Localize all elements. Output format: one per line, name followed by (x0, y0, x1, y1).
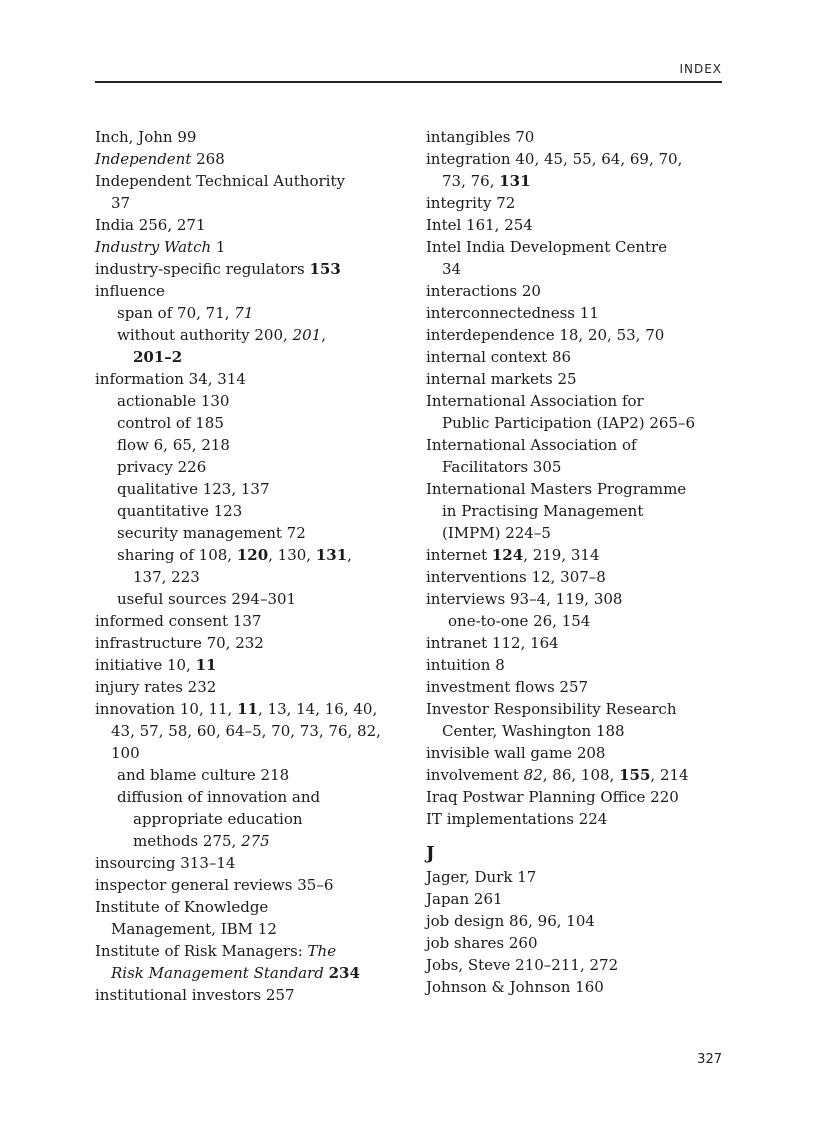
index-text: integrity 72 (426, 194, 516, 212)
index-text: Facilitators 305 (442, 458, 562, 476)
index-text: Investor Responsibility Research (426, 700, 677, 718)
index-text: invisible wall game 208 (426, 744, 606, 762)
index-text: Management, IBM 12 (111, 920, 277, 938)
index-text: useful sources 294–301 (117, 590, 297, 608)
index-text: flow 6, 65, 218 (117, 436, 230, 454)
index-column-right (426, 126, 726, 998)
index-text: 43, 57, 58, 60, 64–5, 70, 73, 76, 82, (111, 722, 381, 740)
index-text: intangibles 70 (426, 128, 535, 146)
index-entry (95, 610, 395, 632)
index-locator-bold: 201–2 (133, 348, 183, 366)
index-entry (426, 236, 726, 258)
index-entry (426, 346, 726, 368)
index-text: sharing of 108, (117, 546, 237, 564)
index-text: methods 275, (133, 832, 242, 850)
index-text: Intel India Development Centre (426, 238, 668, 256)
index-text: infrastructure 70, 232 (95, 634, 264, 652)
index-entry (95, 280, 395, 302)
index-text: institutional investors 257 (95, 986, 295, 1004)
index-entry (426, 324, 726, 346)
index-text: industry-specific regulators (95, 260, 310, 278)
index-text-italic: Industry Watch (95, 238, 212, 256)
index-subentry (95, 192, 395, 214)
index-text: International Association of (426, 436, 637, 454)
index-subentry (95, 346, 395, 368)
page-number: 327 (697, 1052, 722, 1067)
index-text: , 219, 314 (523, 546, 600, 564)
index-text: 73, 76, (442, 172, 500, 190)
index-text-italic: 201 (292, 326, 322, 344)
index-text: , 86, 108, (542, 766, 620, 784)
index-subentry (95, 720, 395, 742)
index-text: internet (426, 546, 492, 564)
index-entry (426, 888, 726, 910)
running-header: INDEX (679, 62, 722, 76)
index-text: intuition 8 (426, 656, 505, 674)
index-entry (426, 280, 726, 302)
index-entry (426, 566, 726, 588)
index-entry (426, 390, 726, 412)
index-entry (426, 764, 726, 786)
index-subentry (95, 324, 395, 346)
index-subentry (95, 522, 395, 544)
index-entry (426, 742, 726, 764)
index-entry (95, 258, 395, 280)
index-text: Center, Washington 188 (442, 722, 625, 740)
index-text: (IMPM) 224–5 (442, 524, 551, 542)
index-subentry (95, 962, 395, 984)
index-text: qualitative 123, 137 (117, 480, 270, 498)
index-text: IT implementations 224 (426, 810, 608, 828)
index-text: Iraq Postwar Planning Office 220 (426, 788, 679, 806)
index-text: 268 (191, 150, 225, 168)
index-text: 37 (111, 194, 131, 212)
index-text: informed consent 137 (95, 612, 262, 630)
index-entry (95, 170, 395, 192)
index-text: Jager, Durk 17 (426, 868, 537, 886)
index-entry (426, 126, 726, 148)
index-text-italic: 82 (523, 766, 543, 784)
index-entry (426, 786, 726, 808)
index-subentry (95, 830, 395, 852)
index-text: diffusion of innovation and (117, 788, 321, 806)
index-locator-bold: 153 (309, 260, 341, 278)
index-text: quantitative 123 (117, 502, 243, 520)
index-text: integration 40, 45, 55, 64, 69, 70, (426, 150, 683, 168)
index-entry (426, 588, 726, 610)
index-text: 34 (442, 260, 462, 278)
index-text: India 256, 271 (95, 216, 206, 234)
index-text: inspector general reviews 35–6 (95, 876, 334, 894)
index-entry (426, 808, 726, 830)
index-entry (426, 866, 726, 888)
index-entry (95, 632, 395, 654)
index-text: investment flows 257 (426, 678, 589, 696)
index-entry (426, 976, 726, 998)
index-entry (426, 368, 726, 390)
index-text: Public Participation (IAP2) 265–6 (442, 414, 696, 432)
index-subentry (95, 456, 395, 478)
index-text: initiative 10, (95, 656, 196, 674)
index-text: insourcing 313–14 (95, 854, 236, 872)
index-column-left (95, 126, 395, 1006)
index-text: , 13, 14, 16, 40, (257, 700, 378, 718)
index-text: , (347, 546, 352, 564)
index-entry (426, 910, 726, 932)
index-entry (95, 874, 395, 896)
index-entry (426, 478, 726, 500)
index-text: security management 72 (117, 524, 306, 542)
index-text: actionable 130 (117, 392, 230, 410)
index-subentry (95, 808, 395, 830)
index-locator-bold: 234 (328, 964, 360, 982)
index-text: Independent Technical Authority (95, 172, 345, 190)
index-entry (95, 654, 395, 676)
index-text: span of 70, 71, (117, 304, 235, 322)
index-subentry (426, 412, 726, 434)
index-text-italic: 71 (234, 304, 254, 322)
index-text-italic: 275 (241, 832, 270, 850)
index-entry (426, 632, 726, 654)
index-entry (95, 148, 395, 170)
index-text: International Association for (426, 392, 644, 410)
index-text: International Masters Programme (426, 480, 687, 498)
index-locator-bold: 131 (499, 172, 531, 190)
index-entry (426, 192, 726, 214)
index-subentry (426, 500, 726, 522)
index-text-italic: The (307, 942, 337, 960)
index-subentry (95, 566, 395, 588)
index-text: job design 86, 96, 104 (426, 912, 595, 930)
index-subentry (95, 742, 395, 764)
index-subentry (95, 764, 395, 786)
index-entry (426, 544, 726, 566)
index-subentry (95, 302, 395, 324)
index-entry (426, 932, 726, 954)
index-text: 100 (111, 744, 140, 762)
index-entry (95, 126, 395, 148)
index-text: internal markets 25 (426, 370, 577, 388)
index-subentry (95, 478, 395, 500)
index-text: , 214 (650, 766, 689, 784)
header-rule (95, 81, 722, 83)
index-entry (95, 676, 395, 698)
index-subentry (426, 610, 726, 632)
index-locator-bold: 131 (315, 546, 348, 564)
index-entry (426, 302, 726, 324)
index-text: , (321, 326, 326, 344)
index-entry (95, 984, 395, 1006)
index-text: 1 (211, 238, 226, 256)
index-locator-bold: 155 (619, 766, 651, 784)
index-locator-bold: 124 (491, 546, 524, 564)
index-text-italic: Risk Management Standard (111, 964, 324, 982)
index-entry (426, 698, 726, 720)
index-text: privacy 226 (117, 458, 207, 476)
index-subentry (95, 588, 395, 610)
index-text-italic: Independent (95, 150, 192, 168)
index-text: Institute of Knowledge (95, 898, 269, 916)
index-subentry (426, 456, 726, 478)
index-entry (95, 236, 395, 258)
index-entry (426, 434, 726, 456)
index-text: control of 185 (117, 414, 224, 432)
index-text: interventions 12, 307–8 (426, 568, 606, 586)
index-subentry (95, 544, 395, 566)
index-entry (426, 148, 726, 170)
index-text: innovation 10, 11, (95, 700, 238, 718)
index-subentry (426, 720, 726, 742)
index-text: interdependence 18, 20, 53, 70 (426, 326, 665, 344)
index-subentry (426, 522, 726, 544)
index-text: interconnectedness 11 (426, 304, 599, 322)
index-entry (95, 852, 395, 874)
index-text: injury rates 232 (95, 678, 217, 696)
index-subentry (95, 390, 395, 412)
index-text: Japan 261 (426, 890, 503, 908)
index-text: involvement (426, 766, 524, 784)
index-text: intranet 112, 164 (426, 634, 559, 652)
index-subentry (95, 786, 395, 808)
index-entry (95, 698, 395, 720)
index-section-letter: J (426, 843, 435, 864)
index-locator-bold: 120 (236, 546, 269, 564)
index-entry (95, 896, 395, 918)
index-entry (95, 368, 395, 390)
index-text: internal context 86 (426, 348, 572, 366)
index-entry (426, 954, 726, 976)
index-subentry (95, 500, 395, 522)
index-entry (426, 654, 726, 676)
index-subentry (95, 918, 395, 940)
index-text: interactions 20 (426, 282, 541, 300)
index-subentry (95, 412, 395, 434)
index-entry (95, 940, 395, 962)
index-text: influence (95, 282, 165, 300)
index-text: in Practising Management (442, 502, 644, 520)
index-locator-bold: 11 (237, 700, 258, 718)
index-text: job shares 260 (426, 934, 538, 952)
index-text: information 34, 314 (95, 370, 246, 388)
index-subentry (426, 258, 726, 280)
index-locator-bold: 11 (195, 656, 217, 674)
index-text: Intel 161, 254 (426, 216, 533, 234)
index-text: one-to-one 26, 154 (448, 612, 591, 630)
index-subentry (426, 170, 726, 192)
index-entry (426, 676, 726, 698)
index-text: appropriate education (133, 810, 303, 828)
index-text: Inch, John 99 (95, 128, 197, 146)
index-text: and blame culture 218 (117, 766, 290, 784)
index-text: Institute of Risk Managers: (95, 942, 308, 960)
index-text: interviews 93–4, 119, 308 (426, 590, 623, 608)
index-text: , 130, (268, 546, 316, 564)
index-subentry (95, 434, 395, 456)
index-entry (426, 214, 726, 236)
index-entry (95, 214, 395, 236)
index-text: Jobs, Steve 210–211, 272 (426, 956, 619, 974)
index-text: Johnson & Johnson 160 (426, 978, 604, 996)
index-text: without authority 200, (117, 326, 293, 344)
index-text: 137, 223 (133, 568, 200, 586)
